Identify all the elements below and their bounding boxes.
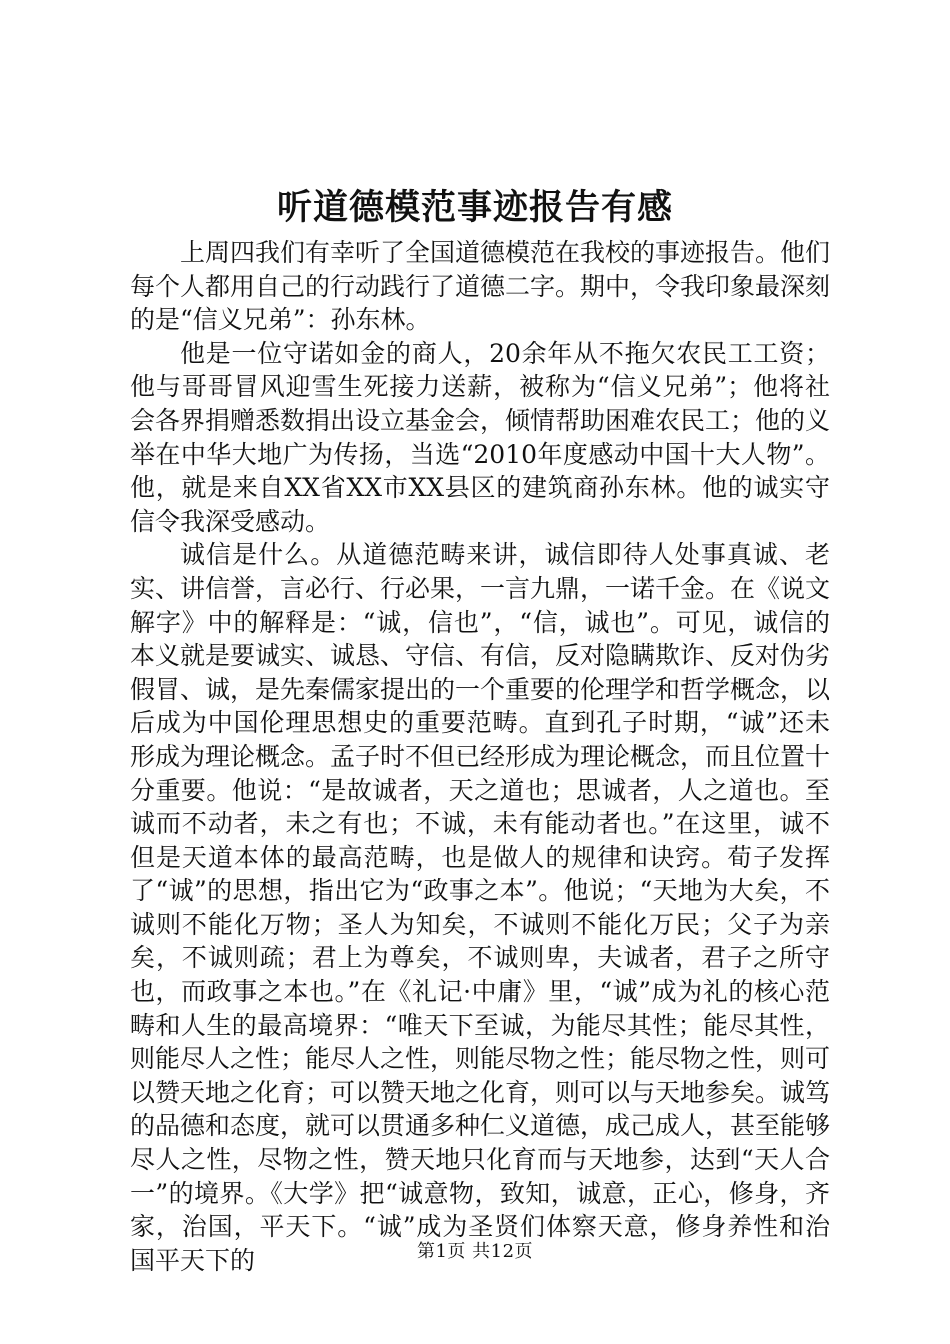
document-body [130,236,830,1277]
paragraph-2: 他是一位守诺如金的商人，20余年从不拖欠农民工工资；他与哥哥冒风迎雪生死接力送薪，被称为“信义兄弟”；他将社会各界捐赠悉数捐出设立基金会，倾情帮助困难农民工；他的义举在中华大地广为传扬，当选“2010年度感动中国十大人物”。他，就是来自XX省XX市XX县区的建筑商孙东林。他的诚实守信令我深受感动。 [130,338,831,536]
paragraph-1: 上周四我们有幸听了全国道德模范在我校的事迹报告。他们每个人都用自己的行动践行了道德二字。期中，令我印象最深刻的是“信义兄弟”：孙东林。 [130,238,831,335]
page-number-footer: 第1页 共12页 [416,1241,534,1262]
paragraph-3: 诚信是什么。从道德范畴来讲，诚信即待人处事真诚、老实、讲信誉，言必行、行必果，一言九鼎，一诺千金。在《说文解字》中的解释是：“诚，信也”，“信，诚也”。可见，诚信的本义就是要诚实、诚恳、守信、有信，反对隐瞒欺诈、反对伪劣假冒、诚，是先秦儒家提出的一个重要的伦理学和哲学概念，以后成为中国伦理思想史的重要范畴。直到孔子时期，“诚”还未形成为理论概念。孟子时不但已经形成为理论概念，而且位置十分重要。他说：“是故诚者，天之道也；思诚者，人之道也。至诚而不动者，未之有也；不诚，未有能动者也。”在这里，诚不但是天道本体的最高范畴，也是做人的规律和诀窍。荀子发挥了“诚”的思想，指出它为“政事之本”。他说；“天地为大矣，不诚则不能化万物；圣人为知矣，不诚则不能化万民；父子为亲矣，不诚则疏；君上为尊矣，不诚则卑，夫诚者，君子之所守也，而政事之本也。”在《礼记·中庸》里，“诚”成为礼的核心范畴和人生的最高境界：“唯天下至诚，为能尽其性；能尽其性，则能尽人之性；能尽人之性，则能尽物之性；能尽物之性，则可以赞天地之化育；可以赞天地之化育，则可以与天地参矣。诚笃的品德和态度，就可以贯通多种仁义道德，成己成人，甚至能够尽人之性，尽物之性，赞天地只化育而与天地参，达到“天人合一”的境界。《大学》把“诚意物，致知，诚意，正心，修身，齐家，治国，平天下。“诚”成为圣贤们体察天意，修身养性和治国平天下的 [130,540,831,1275]
document-title: 听道德模范事迹报告有感 [276,187,673,228]
